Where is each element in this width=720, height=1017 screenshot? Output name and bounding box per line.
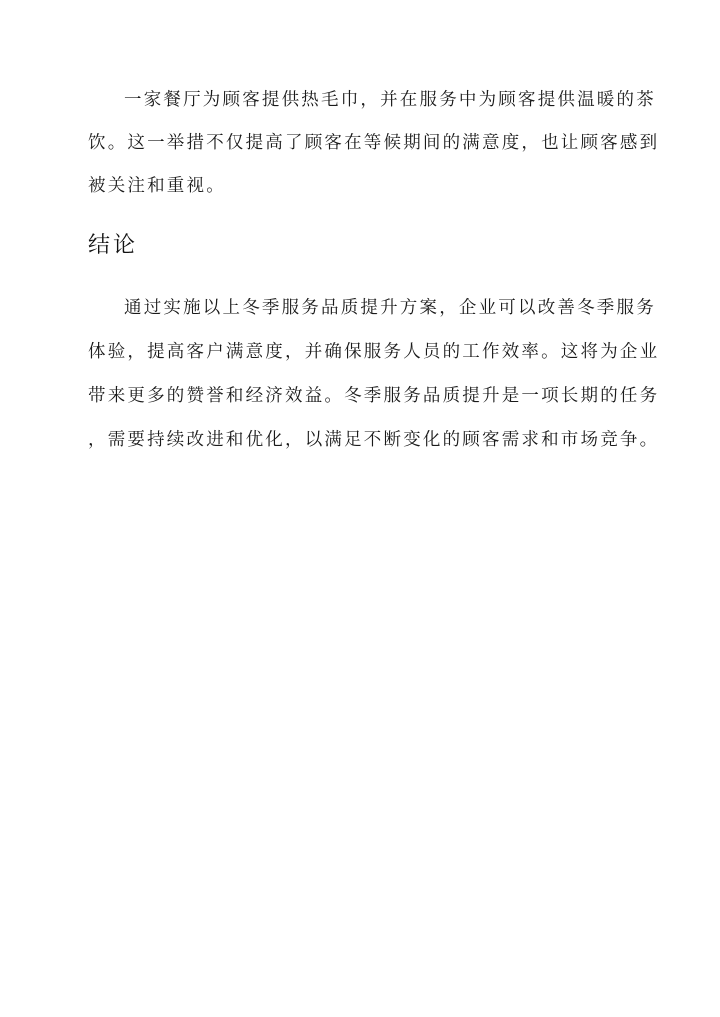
paragraph-2-line-3: 带来更多的赞誉和经济效益。冬季服务品质提升是一项长期的任务 (88, 386, 660, 406)
section-heading-conclusion: 结论 (88, 233, 139, 258)
paragraph-1-line-1: 一家餐厅为顾客提供热毛巾，并在服务中为顾客提供温暖的茶 (124, 90, 656, 110)
paragraph-1-line-2: 饮。这一举措不仅提高了顾客在等候期间的满意度，也让顾客感到 (88, 133, 660, 153)
paragraph-2-line-4: ，需要持续改进和优化，以满足不断变化的顾客需求和市场竞争。 (88, 430, 660, 450)
paragraph-2-line-2: 体验，提高客户满意度，并确保服务人员的工作效率。这将为企业 (88, 342, 660, 362)
paragraph-1-line-3: 被关注和重视。 (88, 176, 226, 196)
paragraph-2-line-1: 通过实施以上冬季服务品质提升方案，企业可以改善冬季服务 (124, 298, 656, 318)
